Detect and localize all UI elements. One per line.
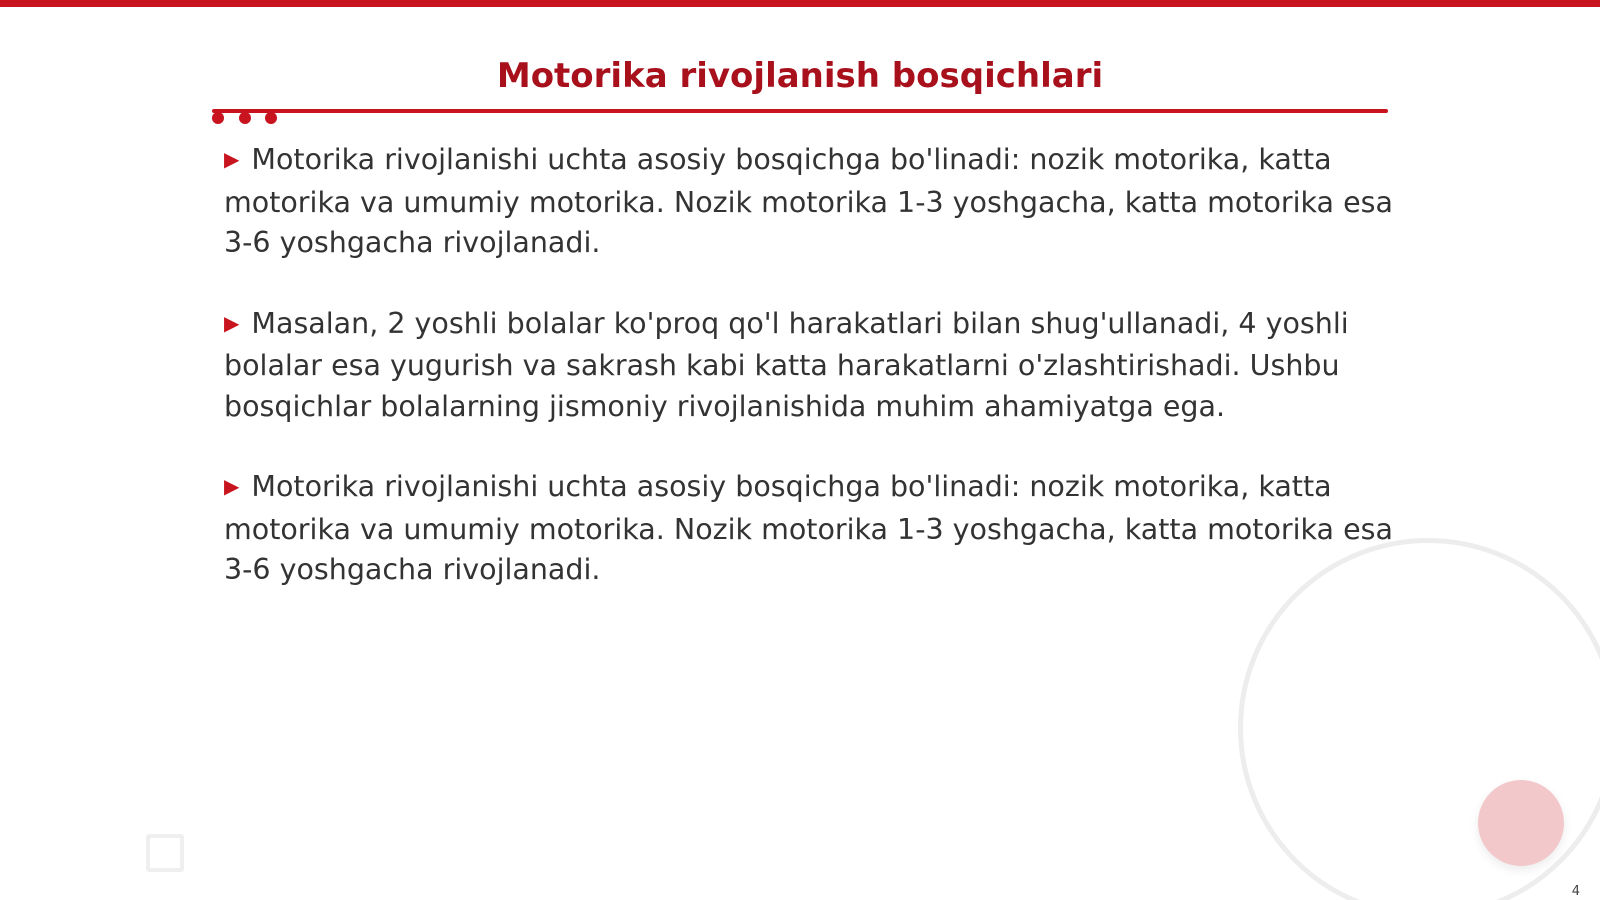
decor-square <box>146 834 184 872</box>
page-number: 4 <box>1571 884 1580 899</box>
bullet-list <box>224 140 1394 631</box>
decor-dot <box>265 112 277 124</box>
bullet-paragraph <box>224 140 1394 264</box>
triangle-right-icon: ▶ <box>224 310 240 335</box>
triangle-right-icon: ▶ <box>224 474 240 498</box>
top-accent-bar <box>0 0 1600 7</box>
paragraph-text: Motorika rivojlanishi uchta asosiy bosqichga bo'linadi: nozik motorika, katta motorika va umumiy motorika. Nozik motorika 1-3 yoshgacha, katta motorika esa 3-6 yoshgacha rivojlanadi. <box>224 470 1393 586</box>
title-underline <box>212 109 1388 113</box>
bullet-paragraph <box>224 304 1394 428</box>
paragraph-text: Motorika rivojlanishi uchta asosiy bosqichga bo'linadi: nozik motorika, katta motorika va umumiy motorika. Nozik motorika 1-3 yoshgacha, katta motorika esa 3-6 yoshgacha rivojlanadi. <box>224 143 1393 259</box>
bullet-paragraph <box>224 467 1394 591</box>
paragraph-text: Masalan, 2 yoshli bolalar ko'proq qo'l harakatlari bilan shug'ullanadi, 4 yoshli bolalar esa yugurish va sakrash kabi katta harakatlarni o'zlashtirishadi. Ushbu bosqichlar bolalarning jismoniy rivojlanishida muhim ahamiyatga ega. <box>224 306 1349 423</box>
decor-dot <box>239 112 251 124</box>
decor-pink-circle <box>1478 780 1564 866</box>
triangle-right-icon: ▶ <box>224 147 240 171</box>
slide-title: Motorika rivojlanish bosqichlari <box>496 56 1104 96</box>
decor-dot <box>212 112 224 124</box>
